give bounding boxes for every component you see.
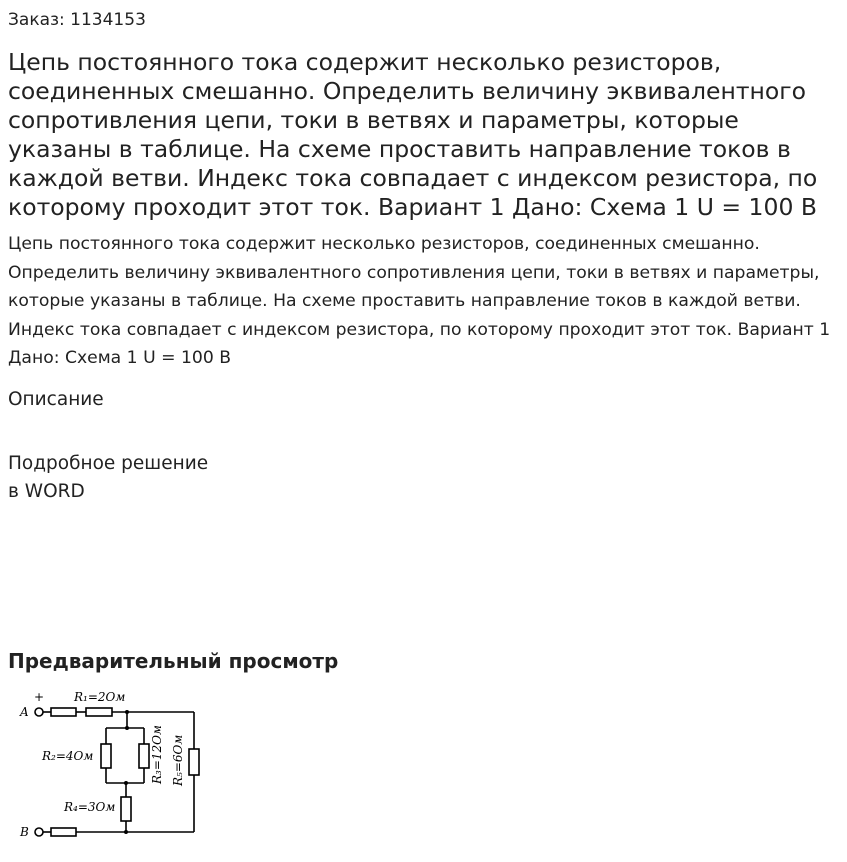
junction-node [125,726,129,730]
resistor-r3-label: R₃=12Ом [150,725,164,784]
terminal-b-label: B [20,825,29,839]
resistor-r1 [86,708,112,716]
resistor-r2-label: R₂=4Ом [42,749,94,763]
junction-node [124,830,128,834]
resistor-r4 [121,797,131,821]
circuit-schematic-image [14,686,214,840]
order-number: Заказ: 1134153 [8,10,146,30]
resistor-r5-label: R₅=6Ом [171,734,185,786]
page-title: Цепь постоянного тока содержит несколько резисторов, соединенных смешанно. Определить величину эквивалентного сопротивления цепи, токи в ветвях и параметры, которые указаны в таблице. На схеме проставить направление токов в каждой ветви. Индекс тока совпадает с индексом резистора, по которому проходит этот ток. Вариант 1 Дано: Схема 1 U = 100 В [8,48,818,221]
preview-heading: Предварительный просмотр [8,649,339,673]
terminal-a [35,708,43,716]
solution-line-2: в WORD [8,481,85,502]
resistor-r1-label: R₁=2Ом [74,690,126,704]
terminal-b-resistor [51,828,76,836]
junction-node [124,781,128,785]
description-label: Описание [8,389,104,410]
resistor-r3 [139,744,149,768]
junction-node [125,710,129,714]
solution-info [8,450,208,506]
task-description: Цепь постоянного тока содержит несколько резисторов, соединенных смешанно. Определить величину эквивалентного сопротивления цепи, токи в ветвях и параметры, которые указаны в таблице. На схеме проставить направление токов в каждой ветви. Индекс тока совпадает с индексом резистора, по которому проходит этот ток. Вариант 1 Дано: Схема 1 U = 100 В [8,234,831,369]
resistor-r2 [101,744,111,768]
resistor-r5 [189,749,199,775]
plus-sign-label: + [34,690,45,704]
solution-line-1: Подробное решение [8,453,209,474]
terminal-a-resistor [51,708,76,716]
terminal-a-label: A [20,705,29,719]
resistor-r4-label: R₄=3Ом [64,800,116,814]
terminal-b [35,828,43,836]
